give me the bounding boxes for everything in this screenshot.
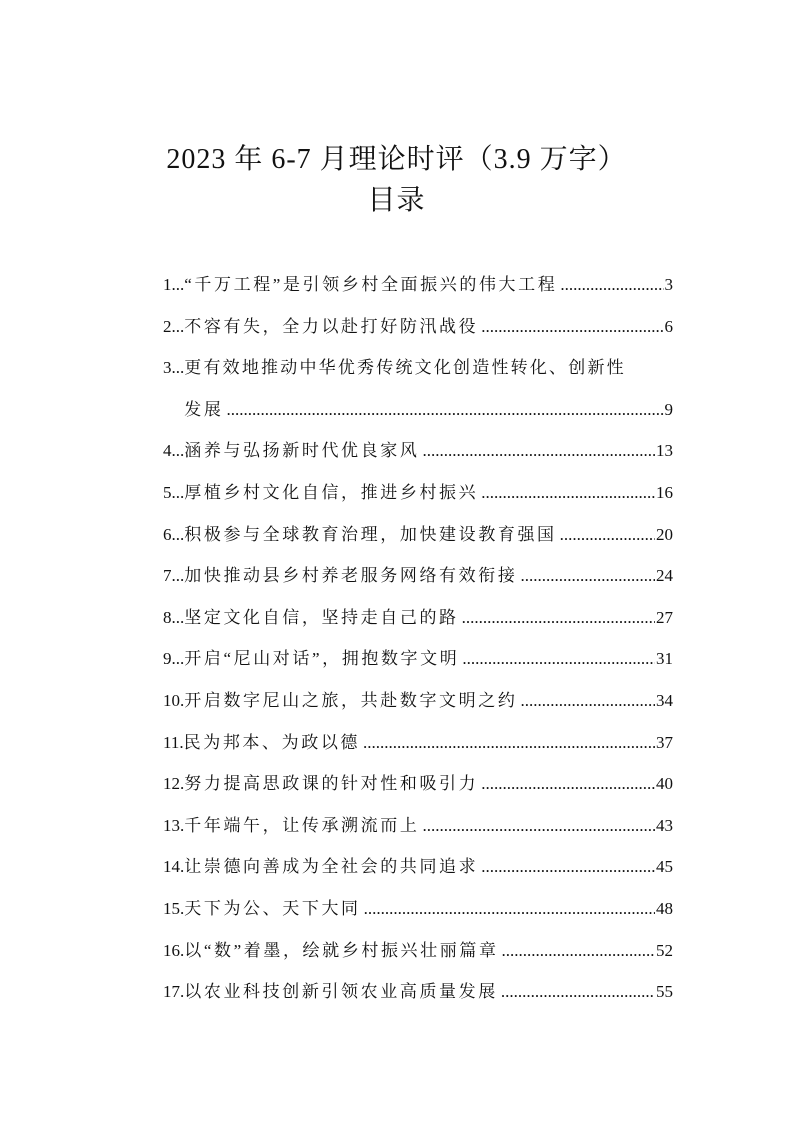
toc-entry-title: “千万工程”是引领乡村全面振兴的伟大工程: [184, 275, 558, 294]
toc-entry-number: 2...: [163, 316, 185, 336]
toc-entry-page: 43: [656, 815, 673, 835]
toc-entry-title: 发展: [184, 399, 224, 419]
toc-entry-14[interactable]: [163, 852, 673, 894]
toc-entry-5[interactable]: [163, 478, 673, 520]
toc-entry-3-continued[interactable]: [163, 395, 673, 437]
dot-leader: [481, 774, 655, 794]
toc-entry-title: 千年端午，让传承溯流而上: [184, 815, 420, 835]
dot-leader: [481, 483, 655, 503]
toc-entry-title: 让崇德向善成为全社会的共同追求: [184, 857, 479, 877]
toc-entry-9[interactable]: [163, 644, 673, 686]
dot-leader: [520, 691, 655, 711]
toc-entry-number: 10.: [163, 690, 185, 710]
toc-entry-title: 开启“尼山对话”，拥抱数字文明: [184, 649, 460, 669]
toc-entry-number: 12.: [163, 774, 185, 794]
toc-entry-12[interactable]: [163, 769, 673, 811]
dot-leader: [481, 317, 663, 337]
toc-entry-number: 15.: [163, 898, 185, 918]
toc-entry-title: 开启数字尼山之旅，共赴数字文明之约: [184, 690, 518, 710]
toc-entry-number: 11.: [163, 732, 184, 752]
toc-entry-page: 40: [656, 774, 673, 794]
dot-leader: [560, 275, 663, 295]
dot-leader: [422, 441, 655, 461]
toc-entry-title: 以农业科技创新引领农业高质量发展: [184, 982, 498, 1002]
toc-entry-16[interactable]: [163, 936, 673, 978]
toc-entry-number: 5...: [163, 482, 185, 502]
toc-entry-number: 13.: [163, 815, 185, 835]
toc-heading: 目录: [367, 185, 426, 216]
toc-entry-10[interactable]: [163, 686, 673, 728]
toc-entry-number: 16.: [163, 940, 185, 960]
document-title: 2023 年 6-7 月理论时评（3.9 万字）: [166, 144, 627, 175]
toc-entry-number: 3...: [163, 358, 185, 378]
dot-leader: [501, 982, 655, 1002]
toc-entry-page: 6: [664, 316, 673, 336]
dot-leader: [226, 400, 663, 420]
toc-entry-title: 厚植乡村文化自信，推进乡村振兴: [184, 482, 479, 502]
toc-entry-page: 24: [656, 566, 673, 586]
toc-entry-title: 涵养与弘扬新时代优良家风: [184, 441, 420, 461]
toc-entry-13[interactable]: [163, 811, 673, 853]
dot-leader: [364, 899, 655, 919]
toc-entry-8[interactable]: [163, 603, 673, 645]
toc-entry-page: 16: [656, 482, 673, 502]
table-of-contents: [163, 270, 673, 1019]
toc-entry-title: 民为邦本、为政以德: [183, 732, 361, 752]
toc-entry-number: 4...: [163, 441, 185, 461]
toc-entry-number: 7...: [163, 566, 185, 586]
toc-entry-page: 48: [656, 898, 673, 918]
toc-entry-page: 13: [656, 441, 673, 461]
dot-leader: [560, 525, 655, 545]
dot-leader: [462, 608, 655, 628]
toc-entry-number: 9...: [163, 649, 185, 669]
dot-leader: [520, 566, 655, 586]
toc-entry-number: 14.: [163, 857, 185, 877]
toc-entry-title: 积极参与全球教育治理，加快建设教育强国: [184, 524, 557, 544]
toc-entry-4[interactable]: [163, 436, 673, 478]
toc-entry-title: 加快推动县乡村养老服务网络有效衔接: [184, 566, 518, 586]
toc-entry-number: 6...: [163, 524, 185, 544]
toc-entry-17[interactable]: [163, 977, 673, 1019]
toc-entry-page: 9: [664, 399, 673, 419]
toc-entry-number: 1...: [163, 275, 185, 294]
dot-leader: [462, 649, 655, 669]
toc-entry-11[interactable]: [163, 728, 673, 770]
toc-entry-page: 20: [656, 524, 673, 544]
toc-entry-title: 努力提高思政课的针对性和吸引力: [184, 774, 479, 794]
toc-entry-page: 55: [656, 982, 673, 1002]
toc-entry-3[interactable]: [163, 353, 673, 395]
dot-leader: [363, 733, 655, 753]
toc-entry-page: 31: [656, 649, 673, 669]
toc-entry-6[interactable]: [163, 520, 673, 562]
dot-leader: [502, 941, 655, 961]
toc-entry-15[interactable]: [163, 894, 673, 936]
toc-entry-page: 34: [656, 690, 673, 710]
toc-entry-page: 3: [664, 275, 673, 294]
toc-entry-page: 52: [656, 940, 673, 960]
toc-entry-title: 不容有失，全力以赴打好防汛战役: [184, 316, 479, 336]
toc-entry-7[interactable]: [163, 561, 673, 603]
dot-leader: [481, 857, 655, 877]
toc-entry-title: 以“数”着墨，绘就乡村振兴壮丽篇章: [184, 940, 499, 960]
toc-entry-page: 27: [656, 607, 673, 627]
toc-entry-number: 8...: [163, 607, 185, 627]
dot-leader: [422, 816, 655, 836]
toc-entry-title: 天下为公、天下大同: [184, 898, 361, 918]
toc-entry-2[interactable]: [163, 312, 673, 354]
toc-entry-number: 17.: [163, 982, 185, 1002]
toc-entry-title: 更有效地推动中华优秀传统文化创造性转化、创新性: [184, 358, 626, 378]
toc-entry-page: 37: [656, 732, 673, 752]
toc-entry-1[interactable]: [163, 270, 673, 312]
toc-entry-page: 45: [656, 857, 673, 877]
toc-entry-title: 坚定文化自信，坚持走自己的路: [184, 607, 459, 627]
